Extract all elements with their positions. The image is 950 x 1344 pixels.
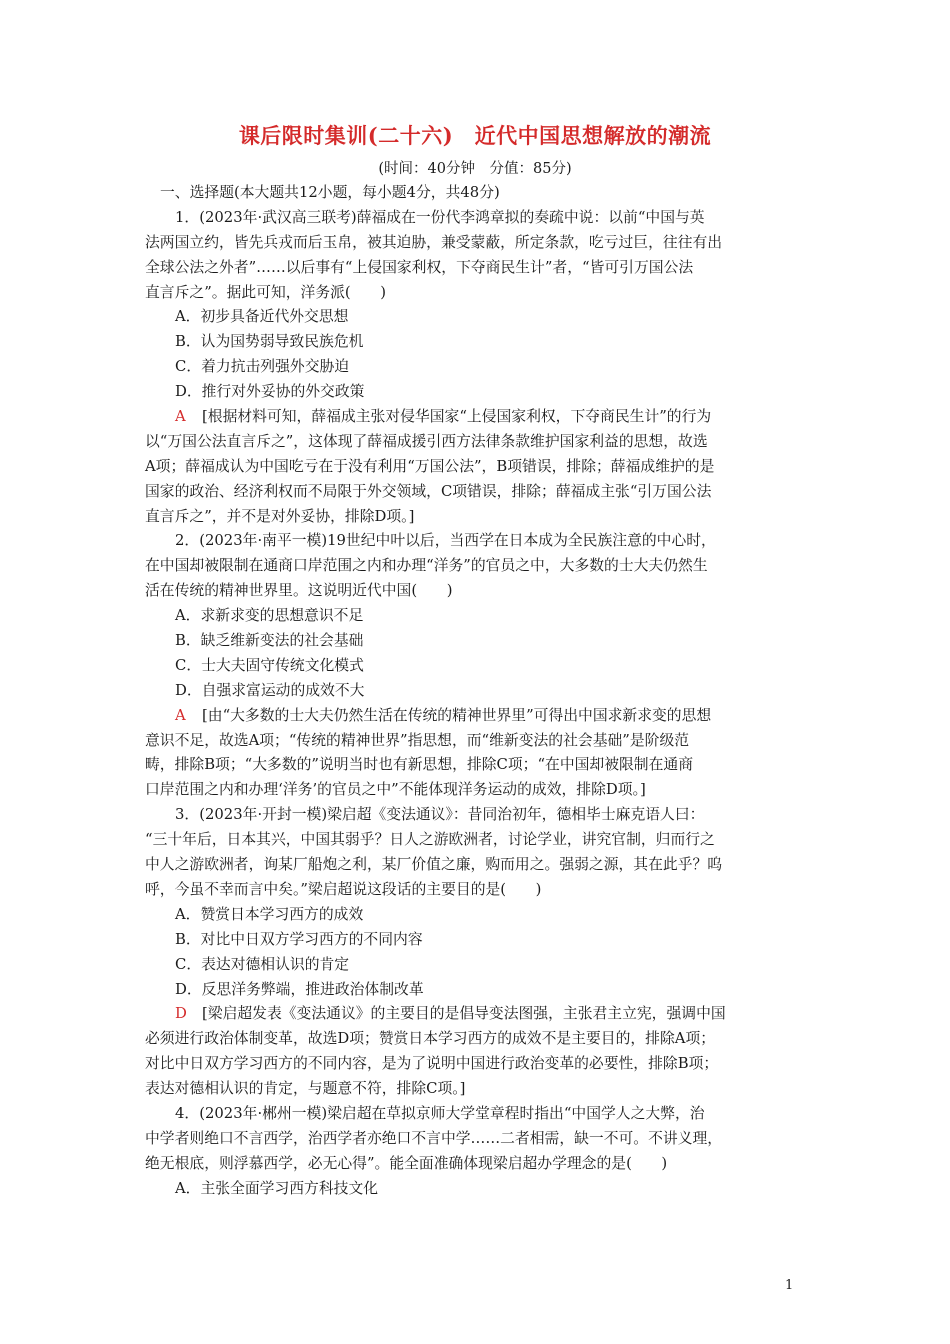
answer-explanation-line bbox=[145, 1002, 805, 1027]
option-c: C．表达对德相认识的肯定 bbox=[175, 955, 350, 973]
question-stem-line: 绝无根底，则浮慕西学，必无心得”。能全面准确体现梁启超办学理念的是( ) bbox=[145, 1154, 668, 1172]
page-number: 1 bbox=[785, 1278, 794, 1293]
question-3 bbox=[145, 803, 805, 1102]
option-c: C．着力抗击列强外交胁迫 bbox=[175, 358, 350, 376]
time-score-info: (时间：40分钟 分值：85分) bbox=[378, 161, 572, 177]
option-a: A．主张全面学习西方科技文化 bbox=[175, 1179, 379, 1197]
section-heading: 一、选择题(本大题共12小题，每小题4分，共48分) bbox=[160, 184, 500, 201]
option-a: A．初步具备近代外交思想 bbox=[175, 308, 349, 326]
answer-explanation-line: 对比中日双方学习西方的不同内容，是为了说明中国进行政治变革的必要性，排除B项； bbox=[145, 1055, 719, 1073]
answer-letter: D bbox=[175, 1005, 187, 1023]
question-stem-line: 法两国立约，皆先兵戎而后玉帛，被其迫胁，兼受蒙蔽，所定条款，吃亏过巨，往往有出 bbox=[145, 233, 723, 251]
option-c: C．士大夫固守传统文化模式 bbox=[175, 656, 364, 674]
answer-text: [由“大多数的士大夫仍然生活在传统的精神世界里”可得出中国求新求变的思想 bbox=[202, 706, 712, 724]
question-2 bbox=[145, 529, 805, 803]
option-b: B．对比中日双方学习西方的不同内容 bbox=[175, 930, 423, 948]
answer-explanation-line: 意识不足，故选A项；“传统的精神世界”指思想，而“维新变法的社会基础”是阶级范 bbox=[145, 731, 690, 749]
option-d: D．自强求富运动的成效不大 bbox=[175, 681, 365, 699]
question-stem-line: 活在传统的精神世界里。这说明近代中国( ) bbox=[145, 582, 453, 600]
answer-text: [根据材料可知，薛福成主张对侵华国家“上侵国家利权，下夺商民生计”的行为 bbox=[202, 408, 712, 426]
question-4 bbox=[145, 1102, 805, 1202]
question-stem-line: 4．(2023年·郴州一模)梁启超在草拟京师大学堂章程时指出“中国学人之大弊，治 bbox=[175, 1104, 705, 1122]
question-stem-line: 2．(2023年·南平一模)19世纪中叶以后，当西学在日本成为全民族注意的中心时， bbox=[175, 532, 716, 550]
option-a: A．求新求变的思想意识不足 bbox=[175, 607, 364, 625]
question-stem-line: 直言斥之”。据此可知，洋务派( ) bbox=[145, 283, 387, 301]
answer-letter: A bbox=[175, 706, 186, 724]
option-b: B．认为国势弱导致民族危机 bbox=[175, 333, 364, 351]
answer-explanation-line bbox=[145, 405, 805, 430]
option-a: A．赞赏日本学习西方的成效 bbox=[175, 905, 364, 923]
option-b: B．缺乏维新变法的社会基础 bbox=[175, 632, 364, 650]
answer-explanation-line: 国家的政治、经济利权而不局限于外交领域，C项错误，排除；薛福成主张“引万国公法 bbox=[145, 482, 712, 500]
answer-explanation-line bbox=[145, 704, 805, 729]
answer-explanation-line: A项；薛福成认为中国吃亏在于没有利用“万国公法”，B项错误，排除；薛福成维护的是 bbox=[145, 457, 715, 475]
answer-explanation-line: 以“万国公法直言斥之”，这体现了薛福成援引西方法律条款维护国家利益的思想，故选 bbox=[145, 432, 708, 450]
answer-explanation-line: 表达对德相认识的肯定，与题意不符，排除C项。] bbox=[145, 1080, 466, 1098]
page-title: 课后限时集训(二十六) 近代中国思想解放的潮流 bbox=[238, 123, 712, 148]
question-stem-line: 1．(2023年·武汉高三联考)薛福成在一份代李鸿章拟的奏疏中说：以前“中国与英 bbox=[175, 208, 705, 226]
option-d: D．推行对外妥协的外交政策 bbox=[175, 383, 365, 401]
answer-text: [梁启超发表《变法通议》的主要目的是倡导变法图强，主张君主立宪，强调中国 bbox=[202, 1005, 726, 1023]
question-stem-line: 呼，今虽不幸而言中矣。”梁启超说这段话的主要目的是( ) bbox=[145, 880, 542, 898]
question-1 bbox=[145, 206, 805, 530]
document-body bbox=[145, 181, 805, 1202]
answer-explanation-line: 口岸范围之内和办理‘洋务’的官员之中”不能体现洋务运动的成效，排除D项。] bbox=[145, 781, 646, 799]
answer-letter: A bbox=[175, 408, 186, 426]
question-stem-line: 全球公法之外者”……以后事有“上侵国家利权，下夺商民生计”者，“皆可引万国公法 bbox=[145, 258, 694, 276]
question-stem-line: 在中国却被限制在通商口岸范围之内和办理“洋务”的官员之中，大多数的士大夫仍然生 bbox=[145, 557, 708, 575]
answer-explanation-line: 畴，排除B项；“大多数的”说明当时也有新思想，排除C项；“在中国却被限制在通商 bbox=[145, 756, 693, 774]
question-stem-line: 中学者则绝口不言西学，治西学者亦绝口不言中学……二者相需，缺一不可。不讲义理， bbox=[145, 1129, 723, 1147]
answer-explanation-line: 直言斥之”，并不是对外妥协，排除D项。] bbox=[145, 507, 415, 525]
answer-explanation-line: 必须进行政治体制变革，故选D项；赞赏日本学习西方的成效不是主要目的，排除A项； bbox=[145, 1030, 716, 1048]
question-stem-line: 3．(2023年·开封一模)梁启超《变法通议》：昔同治初年，德相毕士麻克语人曰： bbox=[175, 806, 705, 824]
question-stem-line: 中人之游欧洲者，询某厂船炮之利，某厂价值之廉，购而用之。强弱之源，其在此乎？呜 bbox=[145, 856, 723, 874]
question-stem-line: “三十年后，日本其兴，中国其弱乎？日人之游欧洲者，讨论学业，讲究官制，归而行之 bbox=[145, 831, 715, 849]
option-d: D．反思洋务弊端，推进政治体制改革 bbox=[175, 980, 424, 998]
